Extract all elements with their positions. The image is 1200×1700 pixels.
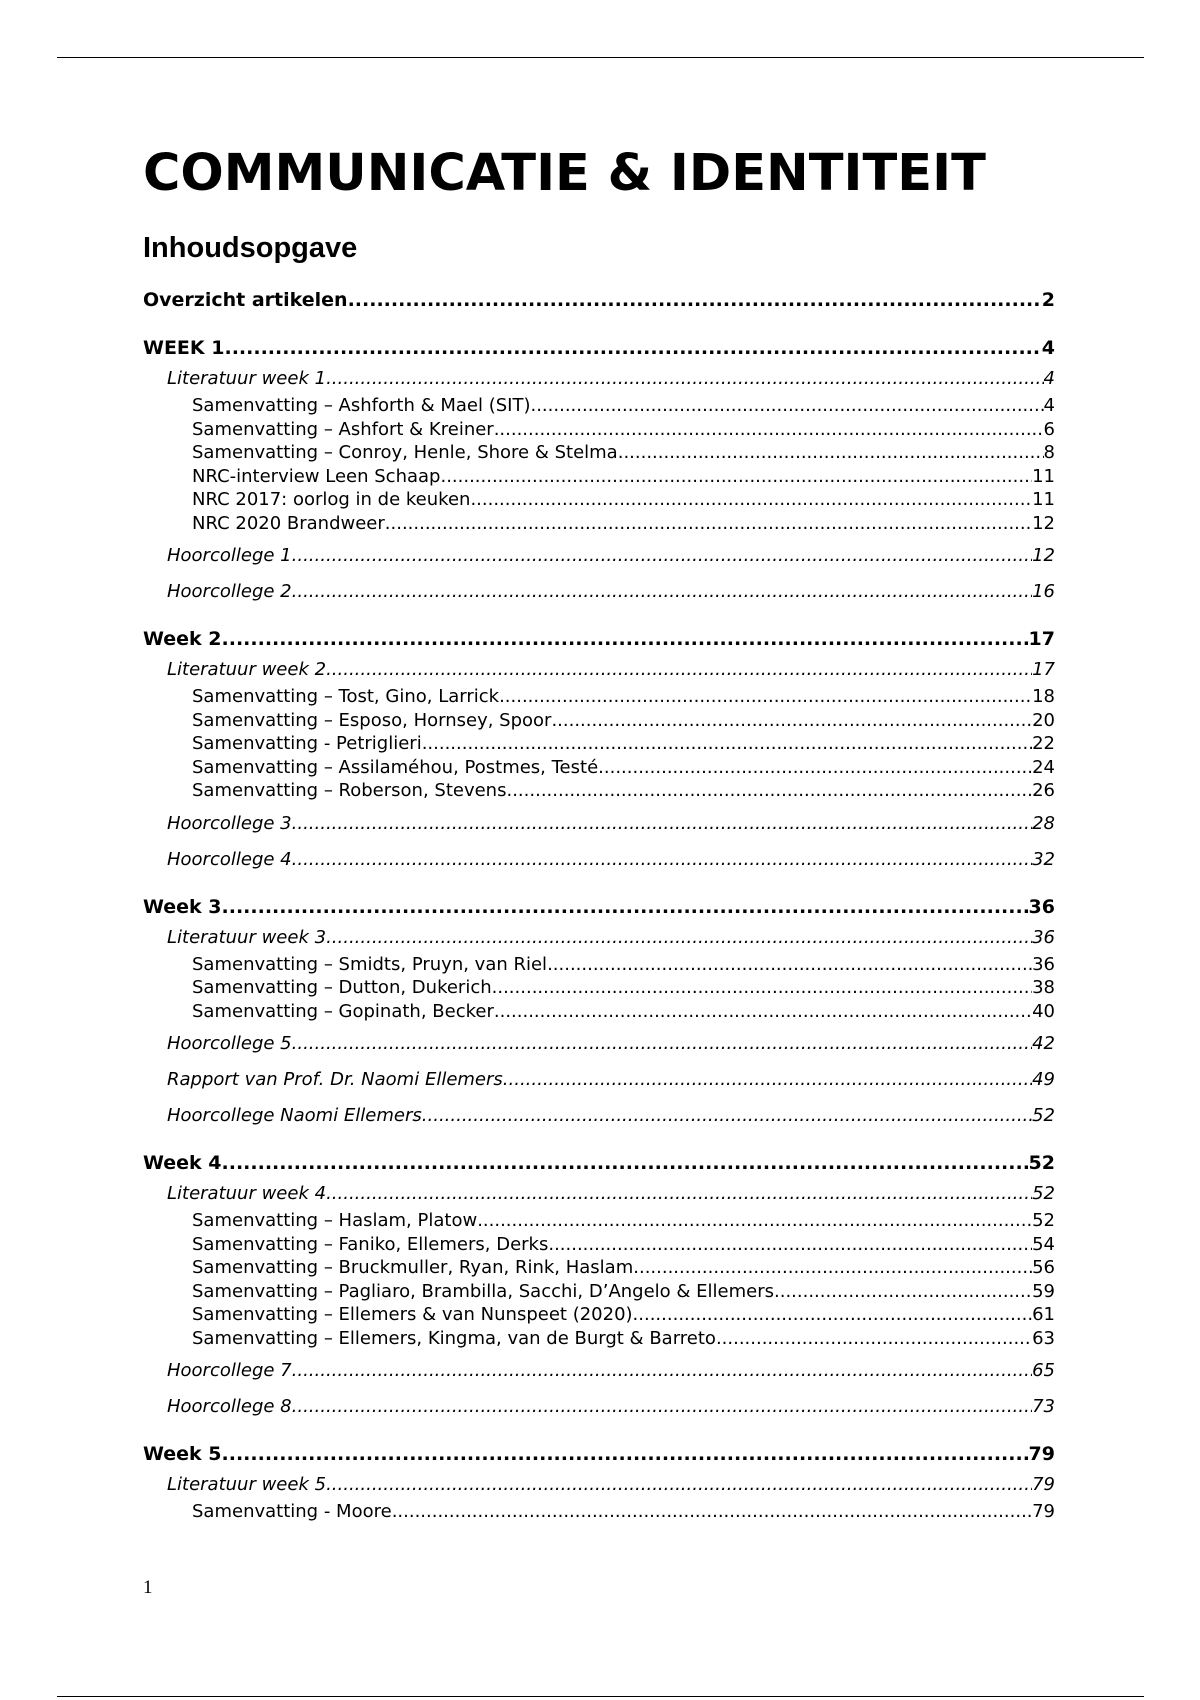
document-title: COMMUNICATIE & IDENTITEIT <box>143 144 986 203</box>
toc-dot-leader <box>326 364 1043 394</box>
toc-entry-level-3[interactable] <box>143 1280 1055 1304</box>
toc-entry-page: 22 <box>1032 733 1055 754</box>
toc-entry-title: Rapport van Prof. Dr. Naomi Ellemers <box>167 1069 503 1090</box>
toc-entry-page: 12 <box>1032 545 1055 566</box>
toc-entry-page: 4 <box>1043 368 1055 389</box>
toc-dot-leader <box>326 655 1032 685</box>
toc-entry-title: Hoorcollege 2 <box>167 581 292 602</box>
toc-dot-leader <box>292 577 1032 607</box>
toc-dot-leader <box>477 1209 1032 1233</box>
toc-entry-level-3[interactable] <box>143 418 1055 442</box>
toc-entry-title: Hoorcollege 1 <box>167 545 292 566</box>
toc-entry-level-2[interactable] <box>143 1470 1055 1500</box>
toc-dot-leader <box>618 441 1044 465</box>
toc-entry-title: Week 4 <box>143 1152 222 1174</box>
toc-dot-leader <box>547 953 1032 977</box>
toc-entry-page: 49 <box>1032 1069 1055 1090</box>
toc-dot-leader <box>326 923 1032 953</box>
toc-entry-level-2[interactable] <box>143 655 1055 685</box>
toc-entry-title: Week 2 <box>143 628 222 650</box>
toc-entry-title: NRC-interview Leen Schaap <box>192 465 441 487</box>
toc-entry-level-3[interactable] <box>143 709 1055 733</box>
toc-dot-leader <box>530 394 1043 418</box>
toc-entry-title: Hoorcollege 4 <box>167 848 292 870</box>
toc-dot-leader <box>774 1280 1032 1304</box>
toc-entry-title: Samenvatting – Ellemers & van Nunspeet (2020) <box>192 1304 633 1325</box>
toc-dot-leader <box>598 756 1032 780</box>
toc-entry-title: Hoorcollege Naomi Ellemers <box>167 1105 422 1126</box>
toc-dot-leader <box>506 779 1032 803</box>
toc-entry-page: 2 <box>1041 289 1055 311</box>
toc-entry-page: 52 <box>1028 1152 1055 1174</box>
toc-dot-leader <box>492 976 1032 1000</box>
toc-entry-title: Week 5 <box>143 1443 222 1465</box>
toc-dot-leader <box>326 1470 1032 1500</box>
toc-entry-level-1[interactable] <box>143 1438 1055 1470</box>
toc-dot-leader <box>292 809 1032 839</box>
toc-entry-page: 36 <box>1032 953 1055 975</box>
toc-entry-page: 65 <box>1032 1360 1055 1381</box>
page-number: 1 <box>143 1577 153 1598</box>
toc-entry-level-3[interactable] <box>143 779 1055 803</box>
toc-entry-level-3[interactable] <box>143 685 1055 709</box>
toc-dot-leader <box>385 512 1032 536</box>
toc-entry-page: 52 <box>1032 1105 1055 1126</box>
toc-entry-page: 79 <box>1032 1474 1055 1495</box>
toc-dot-leader <box>222 623 1029 655</box>
toc-entry-page: 17 <box>1028 628 1055 650</box>
toc-entry-page: 42 <box>1032 1033 1055 1054</box>
toc-entry-level-2[interactable] <box>143 1065 1055 1095</box>
toc-entry-page: 61 <box>1032 1304 1055 1325</box>
toc-entry-level-1[interactable] <box>143 332 1055 364</box>
toc-entry-title: Samenvatting – Ellemers, Kingma, van de Burgt & Barreto <box>192 1327 716 1349</box>
toc-entry-title: Literatuur week 3 <box>167 926 327 948</box>
toc-entry-page: 24 <box>1032 756 1055 778</box>
toc-entry-level-2[interactable] <box>143 1392 1055 1422</box>
toc-dot-leader <box>494 418 1044 442</box>
toc-dot-leader <box>222 891 1029 923</box>
toc-entry-level-3[interactable] <box>143 1303 1055 1327</box>
toc-dot-leader <box>348 284 1042 316</box>
toc-entry-level-1[interactable] <box>143 284 1055 316</box>
toc-dot-leader <box>222 1438 1029 1470</box>
toc-entry-level-3[interactable] <box>143 1209 1055 1233</box>
toc-entry-title: Hoorcollege 5 <box>167 1033 292 1054</box>
toc-entry-level-3[interactable] <box>143 1256 1055 1280</box>
toc-entry-page: 17 <box>1032 659 1055 680</box>
toc-dot-leader <box>633 1303 1033 1327</box>
toc-entry-level-2[interactable] <box>143 1356 1055 1386</box>
toc-entry-page: 28 <box>1032 812 1055 834</box>
toc-entry-level-3[interactable] <box>143 488 1055 512</box>
toc-entry-page: 8 <box>1043 442 1055 463</box>
toc-dot-leader <box>392 1500 1032 1524</box>
toc-entry-page: 36 <box>1028 895 1055 918</box>
toc-entry-page: 52 <box>1032 1210 1055 1231</box>
toc-entry-title: NRC 2017: oorlog in de keuken <box>192 489 471 510</box>
toc-entry-page: 32 <box>1032 848 1055 870</box>
toc-dot-leader <box>470 488 1032 512</box>
toc-entry-level-2[interactable] <box>143 541 1055 571</box>
toc-entry-title: Literatuur week 2 <box>167 659 327 680</box>
toc-dot-leader <box>222 1147 1029 1179</box>
toc-entry-level-3[interactable] <box>143 1000 1055 1024</box>
toc-entry-title: Samenvatting – Gopinath, Becker <box>192 1000 494 1022</box>
toc-entry-title: Hoorcollege 8 <box>167 1396 292 1417</box>
toc-entry-level-1[interactable] <box>143 623 1055 655</box>
toc-dot-leader <box>633 1256 1032 1280</box>
toc-entry-page: 73 <box>1032 1396 1055 1417</box>
toc-entry-level-2[interactable] <box>143 1179 1055 1209</box>
toc-entry-page: 16 <box>1032 581 1055 602</box>
toc-entry-title: Samenvatting – Faniko, Ellemers, Derks <box>192 1233 549 1255</box>
toc-entry-title: NRC 2020 Brandweer <box>192 512 385 534</box>
toc-entry-page: 63 <box>1032 1327 1055 1349</box>
toc-entry-page: 38 <box>1032 977 1055 998</box>
toc-entry-title: Samenvatting – Smidts, Pruyn, van Riel <box>192 953 548 975</box>
toc-entry-page: 11 <box>1032 489 1055 510</box>
toc-entry-title: Samenvatting – Ashforth & Mael (SIT) <box>192 395 531 416</box>
toc-dot-leader <box>292 541 1032 571</box>
toc-heading: Inhoudsopgave <box>143 232 358 264</box>
toc-dot-leader <box>422 1101 1032 1131</box>
toc-entry-page: 4 <box>1041 337 1055 359</box>
toc-entry-page: 12 <box>1032 512 1055 534</box>
toc-dot-leader <box>292 1029 1032 1059</box>
toc-dot-leader <box>548 1233 1032 1257</box>
toc-entry-level-2[interactable] <box>143 1101 1055 1131</box>
toc-entry-level-2[interactable] <box>143 845 1055 875</box>
toc-entry-page: 4 <box>1043 395 1055 416</box>
toc-entry-page: 79 <box>1032 1501 1055 1522</box>
toc-entry-page: 59 <box>1032 1280 1055 1302</box>
toc-entry-level-3[interactable] <box>143 953 1055 977</box>
toc-dot-leader <box>551 709 1032 733</box>
toc-entry-level-3[interactable] <box>143 756 1055 780</box>
toc-entry-title: Literatuur week 1 <box>167 368 327 389</box>
toc-dot-leader <box>326 1179 1032 1209</box>
toc-entry-title: Samenvatting – Pagliaro, Brambilla, Sacchi, D’Angelo & Ellemers <box>192 1280 774 1302</box>
toc-entry-level-3[interactable] <box>143 512 1055 536</box>
toc-entry-page: 26 <box>1032 780 1055 801</box>
toc-dot-leader <box>440 465 1032 489</box>
toc-entry-title: WEEK 1 <box>143 337 225 359</box>
toc-entry-title: Samenvatting – Bruckmuller, Ryan, Rink, Haslam <box>192 1257 634 1278</box>
toc-entry-page: 11 <box>1032 465 1055 487</box>
toc-dot-leader <box>292 1392 1032 1422</box>
toc-entry-level-3[interactable] <box>143 465 1055 489</box>
toc-entry-level-3[interactable] <box>143 732 1055 756</box>
toc-entry-level-3[interactable] <box>143 1327 1055 1351</box>
toc-entry-title: Samenvatting - Petriglieri <box>192 733 422 754</box>
toc-dot-leader <box>422 732 1032 756</box>
toc-entry-title: Week 3 <box>143 895 222 918</box>
toc-dot-leader <box>503 1065 1032 1095</box>
toc-dot-leader <box>292 845 1032 875</box>
toc-entry-title: Samenvatting – Assilaméhou, Postmes, Testé <box>192 756 599 778</box>
toc-entry-page: 20 <box>1032 709 1055 731</box>
toc-entry-page: 40 <box>1032 1000 1055 1022</box>
toc-entry-title: Samenvatting - Moore <box>192 1501 392 1522</box>
toc-entry-title: Literatuur week 5 <box>167 1474 327 1495</box>
toc-dot-leader <box>499 685 1032 709</box>
toc-entry-level-2[interactable] <box>143 809 1055 839</box>
toc-entry-page: 79 <box>1028 1443 1055 1465</box>
toc-dot-leader <box>494 1000 1032 1024</box>
toc-entry-level-3[interactable] <box>143 441 1055 465</box>
toc-entry-level-3[interactable] <box>143 394 1055 418</box>
toc-entry-title: Hoorcollege 7 <box>167 1360 292 1381</box>
toc-entry-page: 52 <box>1032 1183 1055 1204</box>
toc-entry-title: Literatuur week 4 <box>167 1183 327 1204</box>
toc-entry-title: Hoorcollege 3 <box>167 812 292 834</box>
table-of-contents <box>143 284 1055 1524</box>
toc-entry-level-3[interactable] <box>143 1233 1055 1257</box>
toc-entry-level-2[interactable] <box>143 364 1055 394</box>
toc-entry-page: 6 <box>1043 418 1055 440</box>
footer-rule <box>57 1696 1144 1697</box>
toc-entry-level-2[interactable] <box>143 1029 1055 1059</box>
toc-entry-level-1[interactable] <box>143 891 1055 923</box>
toc-entry-page: 36 <box>1032 926 1055 948</box>
toc-entry-page: 54 <box>1032 1233 1055 1255</box>
toc-entry-level-1[interactable] <box>143 1147 1055 1179</box>
toc-entry-level-3[interactable] <box>143 1500 1055 1524</box>
toc-entry-title: Samenvatting – Esposo, Hornsey, Spoor <box>192 709 552 731</box>
toc-entry-title: Samenvatting – Ashfort & Kreiner <box>192 418 494 440</box>
toc-entry-level-2[interactable] <box>143 923 1055 953</box>
toc-entry-level-2[interactable] <box>143 577 1055 607</box>
toc-entry-title: Samenvatting – Tost, Gino, Larrick <box>192 686 500 707</box>
toc-entry-title: Samenvatting – Roberson, Stevens <box>192 780 507 801</box>
toc-entry-title: Overzicht artikelen <box>143 289 348 311</box>
header-rule <box>57 57 1144 58</box>
toc-entry-page: 56 <box>1032 1257 1055 1278</box>
toc-dot-leader <box>292 1356 1032 1386</box>
toc-entry-title: Samenvatting – Conroy, Henle, Shore & Stelma <box>192 442 618 463</box>
toc-dot-leader <box>224 332 1041 364</box>
toc-entry-page: 18 <box>1032 686 1055 707</box>
toc-dot-leader <box>716 1327 1032 1351</box>
toc-entry-title: Samenvatting – Haslam, Platow <box>192 1210 478 1231</box>
toc-entry-level-3[interactable] <box>143 976 1055 1000</box>
toc-entry-title: Samenvatting – Dutton, Dukerich <box>192 977 492 998</box>
